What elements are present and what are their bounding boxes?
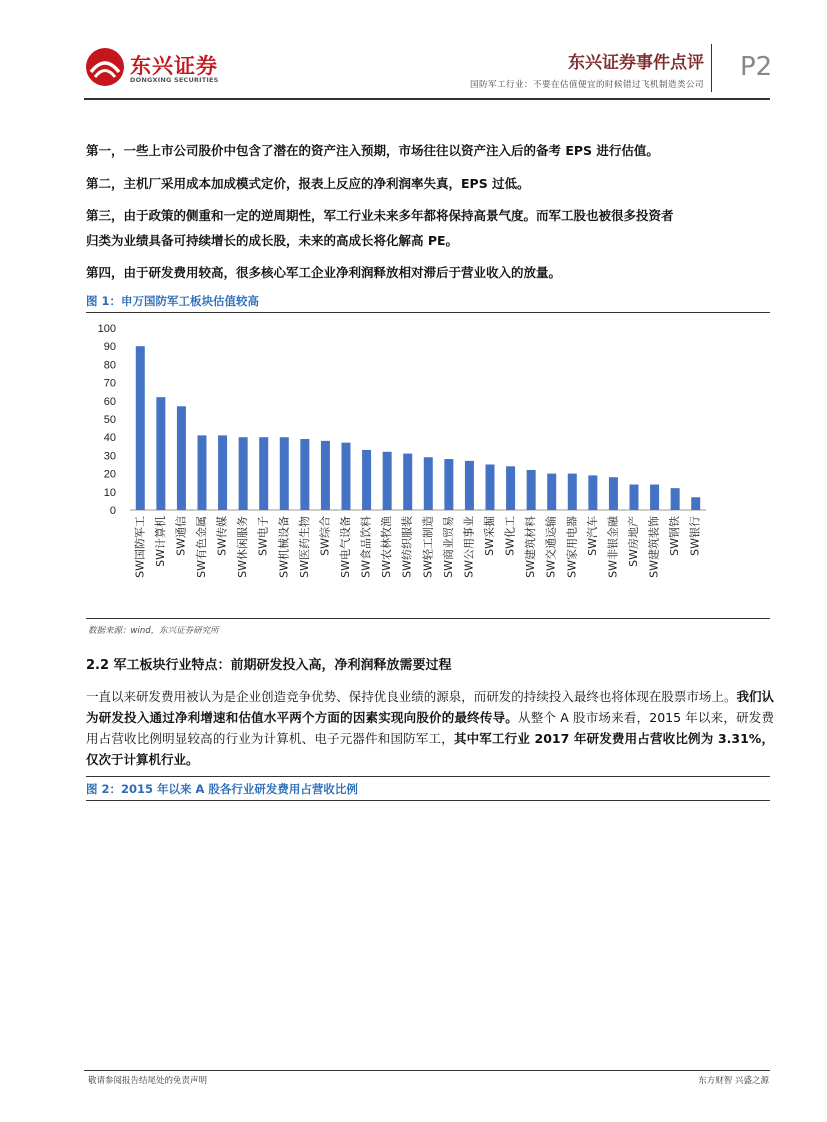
bar xyxy=(506,466,515,510)
x-tick-label: SW食品饮料 xyxy=(359,516,373,578)
y-tick-label: 70 xyxy=(103,377,116,390)
bar xyxy=(609,477,618,510)
figure-1-title: 图 1：申万国防军工板块估值较高 xyxy=(86,294,260,308)
x-tick-label: SW商业贸易 xyxy=(441,516,455,578)
body-text-2: 从整个 A 股市场来看，2015 年以来，研发费用占营收比例明显较高的行业为计算机、电子元器件和国防军工， xyxy=(86,710,774,746)
footer-slogan: 东方财智 兴盛之源 xyxy=(698,1076,769,1086)
point-4: 第四，由于研发费用较高，很多核心军工企业净利润释放相对滞后于营业收入的放量。 xyxy=(86,265,562,280)
x-tick-label: SW采掘 xyxy=(483,516,496,556)
x-tick-label: SW农林牧渔 xyxy=(380,516,394,578)
brand-name: 东兴证券 xyxy=(130,54,218,78)
y-tick-label: 60 xyxy=(103,395,116,408)
header-rule xyxy=(84,98,770,100)
figure-2-rule xyxy=(86,800,770,801)
x-tick-label: SW国防军工 xyxy=(133,516,147,578)
y-tick-label: 30 xyxy=(103,450,116,463)
x-tick-label: SW休闲服务 xyxy=(236,516,250,578)
bar xyxy=(198,435,207,510)
bar xyxy=(568,474,577,510)
bar xyxy=(547,474,556,510)
x-tick-label: SW医药生物 xyxy=(297,516,311,578)
x-tick-label: SW家用电器 xyxy=(565,516,579,578)
brand-subtitle: DONGXING SECURITIES xyxy=(130,76,219,84)
x-tick-label: SW汽车 xyxy=(585,516,599,556)
figure-1-bottom-rule xyxy=(86,618,770,619)
bar xyxy=(424,457,433,510)
footer-rule xyxy=(84,1070,770,1071)
point-2: 第二，主机厂采用成本加成模式定价，报表上反应的净利润率失真，EPS 过低。 xyxy=(86,176,530,191)
bar xyxy=(300,439,309,510)
bar xyxy=(239,437,248,510)
bar xyxy=(671,488,680,510)
body-bold-2: 其中军工行业 2017 年研发费用占营收比例为 3.31%，仅次于计算机行业。 xyxy=(86,731,774,767)
x-tick-label: SW建筑材料 xyxy=(524,516,538,578)
y-tick-label: 10 xyxy=(103,486,116,499)
x-tick-label: SW计算机 xyxy=(153,516,167,567)
bar xyxy=(259,437,268,510)
point-3-line-1: 第三，由于政策的侧重和一定的逆周期性，军工行业未来多年都将保持高景气度。而军工股也被很多投资者 xyxy=(86,208,674,223)
x-tick-label: SW建筑装饰 xyxy=(647,516,661,578)
point-1: 第一，一些上市公司股价中包含了潜在的资产注入预期，市场往往以资产注入后的备考 EPS 进行估值。 xyxy=(86,143,659,158)
figure-1-source: 数据来源：wind，东兴证券研究所 xyxy=(88,626,219,636)
bar xyxy=(342,443,351,510)
x-tick-label: SW通信 xyxy=(174,516,188,556)
bar xyxy=(444,459,453,510)
page-number: P2 xyxy=(740,52,773,82)
figure-2-top-rule xyxy=(86,776,770,777)
bar xyxy=(486,465,495,511)
report-subtitle: 国防军工行业：不要在估值便宜的时候错过飞机制造类公司 xyxy=(469,80,704,90)
x-tick-label: SW电气设备 xyxy=(339,516,352,578)
section-heading: 2.2 军工板块行业特点：前期研发投入高，净利润释放需要过程 xyxy=(86,658,452,673)
bar xyxy=(362,450,371,510)
header-divider xyxy=(711,44,712,92)
x-tick-label: SW交通运输 xyxy=(544,516,558,578)
x-tick-label: SW非银金融 xyxy=(606,516,620,578)
bar xyxy=(280,437,289,510)
brand-logo xyxy=(84,44,254,92)
section-body xyxy=(86,686,774,770)
y-tick-label: 0 xyxy=(109,505,116,517)
body-text-1: 一直以来研发费用被认为是企业创造竞争优势、保持优良业绩的源泉，而研发的持续投入最终也将体现在股票市场上。 xyxy=(86,689,737,704)
bar xyxy=(177,406,186,510)
bar xyxy=(691,497,700,510)
y-tick-label: 40 xyxy=(103,432,116,445)
x-tick-label: SW综合 xyxy=(318,516,332,556)
x-tick-label: SW钢铁 xyxy=(668,516,682,556)
x-tick-label: SW机械设备 xyxy=(277,516,291,578)
x-tick-label: SW房地产 xyxy=(627,516,640,567)
x-tick-label: SW传媒 xyxy=(215,516,229,556)
disclaimer-note: 敬请参阅报告结尾处的免责声明 xyxy=(88,1076,208,1086)
report-type-title: 东兴证券事件点评 xyxy=(568,53,704,73)
y-tick-label: 100 xyxy=(97,323,116,335)
figure-1-top-rule xyxy=(86,312,770,313)
bar xyxy=(527,470,536,510)
bar xyxy=(383,452,392,510)
bar xyxy=(136,346,145,510)
x-tick-label: SW公用事业 xyxy=(462,516,476,578)
valuation-bar-chart xyxy=(86,318,770,618)
bar xyxy=(588,475,597,510)
y-tick-label: 80 xyxy=(103,359,116,372)
point-3-line-2: 归类为业绩具备可持续增长的成长股，未来的高成长将化解高 PE。 xyxy=(86,233,459,248)
bar xyxy=(403,454,412,510)
x-tick-label: SW纺织服装 xyxy=(400,516,414,578)
y-tick-label: 50 xyxy=(103,414,116,426)
bar xyxy=(650,485,659,510)
figure-2-title: 图 2：2015 年以来 A 股各行业研发费用占营收比例 xyxy=(86,782,358,796)
body-bold-1: 我们认为研发投入通过净利增速和估值水平两个方面的因素实现向股价的最终传导。 xyxy=(86,689,774,725)
x-tick-label: SW电子 xyxy=(256,516,270,556)
x-tick-label: SW轻工制造 xyxy=(421,516,435,578)
y-tick-label: 20 xyxy=(103,468,116,481)
brand-logo-icon xyxy=(84,46,126,88)
bar xyxy=(321,441,330,510)
y-tick-label: 90 xyxy=(103,341,116,354)
x-tick-label: SW化工 xyxy=(503,516,517,556)
x-tick-label: SW银行 xyxy=(688,516,702,556)
bar xyxy=(630,485,639,510)
bar xyxy=(465,461,474,510)
bar xyxy=(156,397,165,510)
bar xyxy=(218,435,227,510)
x-tick-label: SW有色金属 xyxy=(195,516,208,578)
